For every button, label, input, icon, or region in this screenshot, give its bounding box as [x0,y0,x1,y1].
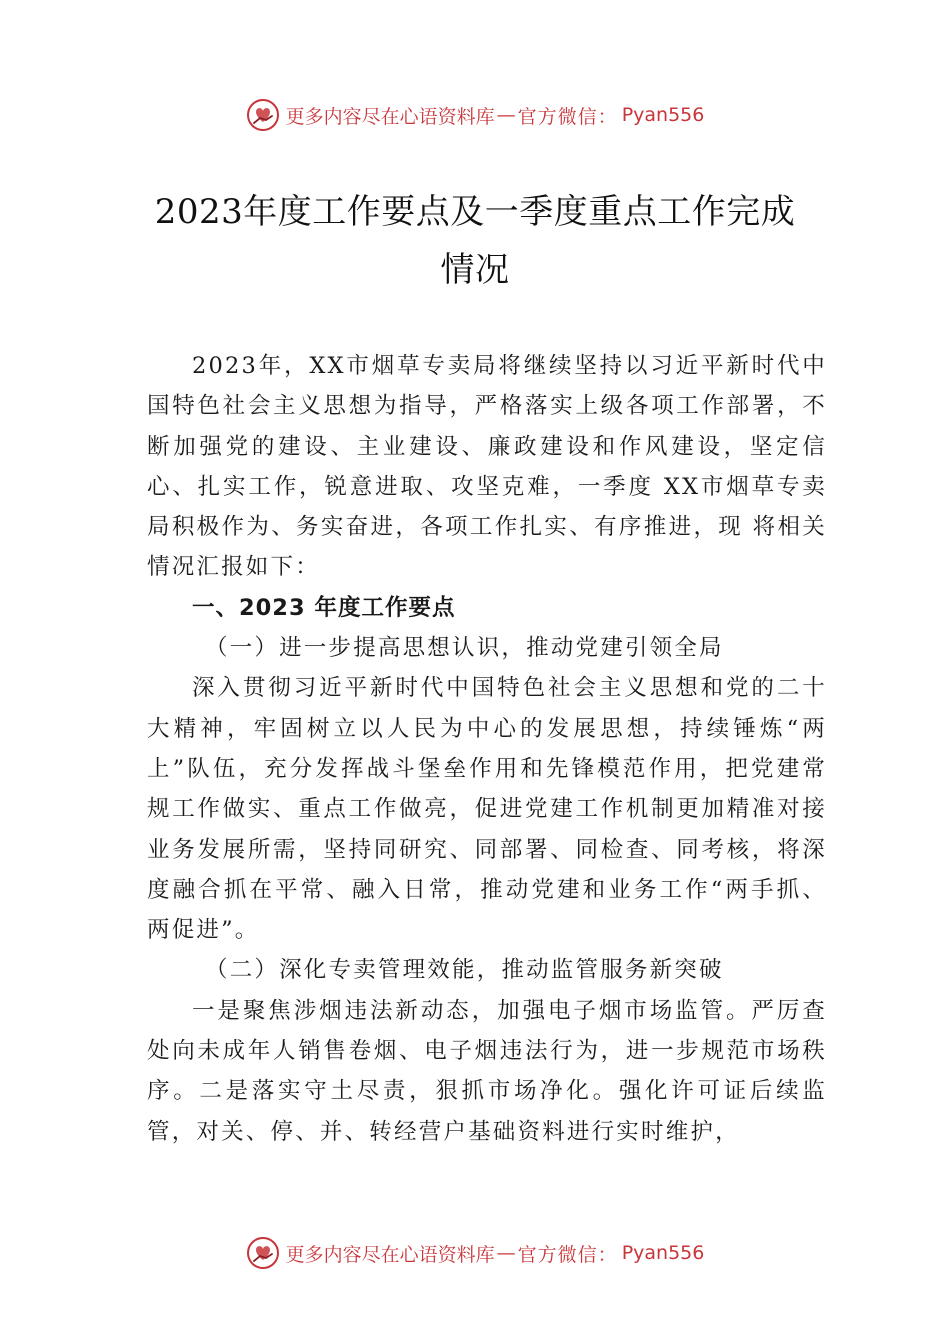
watermark-text: 更多内容尽在心语资料库 [285,105,495,128]
watermark-separator: — [496,104,516,126]
subsection-body-2: 一是聚焦涉烟违法新动态，加强电子烟市场监管。严厉查处向未成年人销售卷烟、电子烟违法行为，进一步规范市场秩序。二是落实守土尽责，狠抓市场净化。强化许可证后续监管，对关、停、并、转经营户基础资料进行实时维护， [147,997,827,1145]
heart-hand-logo-icon [246,1236,280,1270]
intro-paragraph: 2023年，XX市烟草专卖局将继续坚持以习近平新时代中国特色社会主义思想为指导，严格落实上级各项工作部署，不断加强党的建设、主业建设、廉政建设和作风建设，坚定信心、扎实工作，锐意进取、攻坚克难，一季度 XX市烟草专卖局积极作为、务实奋进，各项工作扎实、有序推进，现 将相关情况汇报如下： [147,353,827,581]
watermark-footer [0,1233,950,1273]
watermark-wechat-id: Pyan556 [621,104,705,126]
title-line-1: 2023年度工作要点及一季度重点工作完成 [154,192,796,232]
subsection-body-1: 深入贯彻习近平新时代中国特色社会主义思想和党的二十大精神，牢固树立以人民为中心的发展思想，持续锤炼“两上”队伍，充分发挥战斗堡垒作用和先锋模范作用，把党建常规工作做实、重点工作做亮，促进党建工作机制更加精准对接业务发展所需，坚持同研究、同部署、同检查、同考核，将深度融合抓在平常、融入日常，推动党建和业务工作“两手抓、两促进”。 [147,675,827,944]
watermark-wechat-id: Pyan556 [621,1242,705,1264]
watermark-header [0,95,950,135]
title-line-2: 情况 [440,250,510,290]
watermark-separator: — [496,1242,516,1264]
watermark-wechat-label: 官方微信： [517,1243,618,1266]
subsection-heading-1: （一）进一步提高思想认识，推动党建引领全局 [205,635,724,662]
watermark-text: 更多内容尽在心语资料库 [285,1243,495,1266]
document-body [147,346,827,1152]
subsection-heading-2: （二）深化专卖管理效能，推动监管服务新突破 [205,957,724,984]
heart-hand-logo-icon [246,98,280,132]
section-heading-1: 一、2023 年度工作要点 [192,594,456,621]
watermark-wechat-label: 官方微信： [517,105,618,128]
document-title [100,183,850,299]
